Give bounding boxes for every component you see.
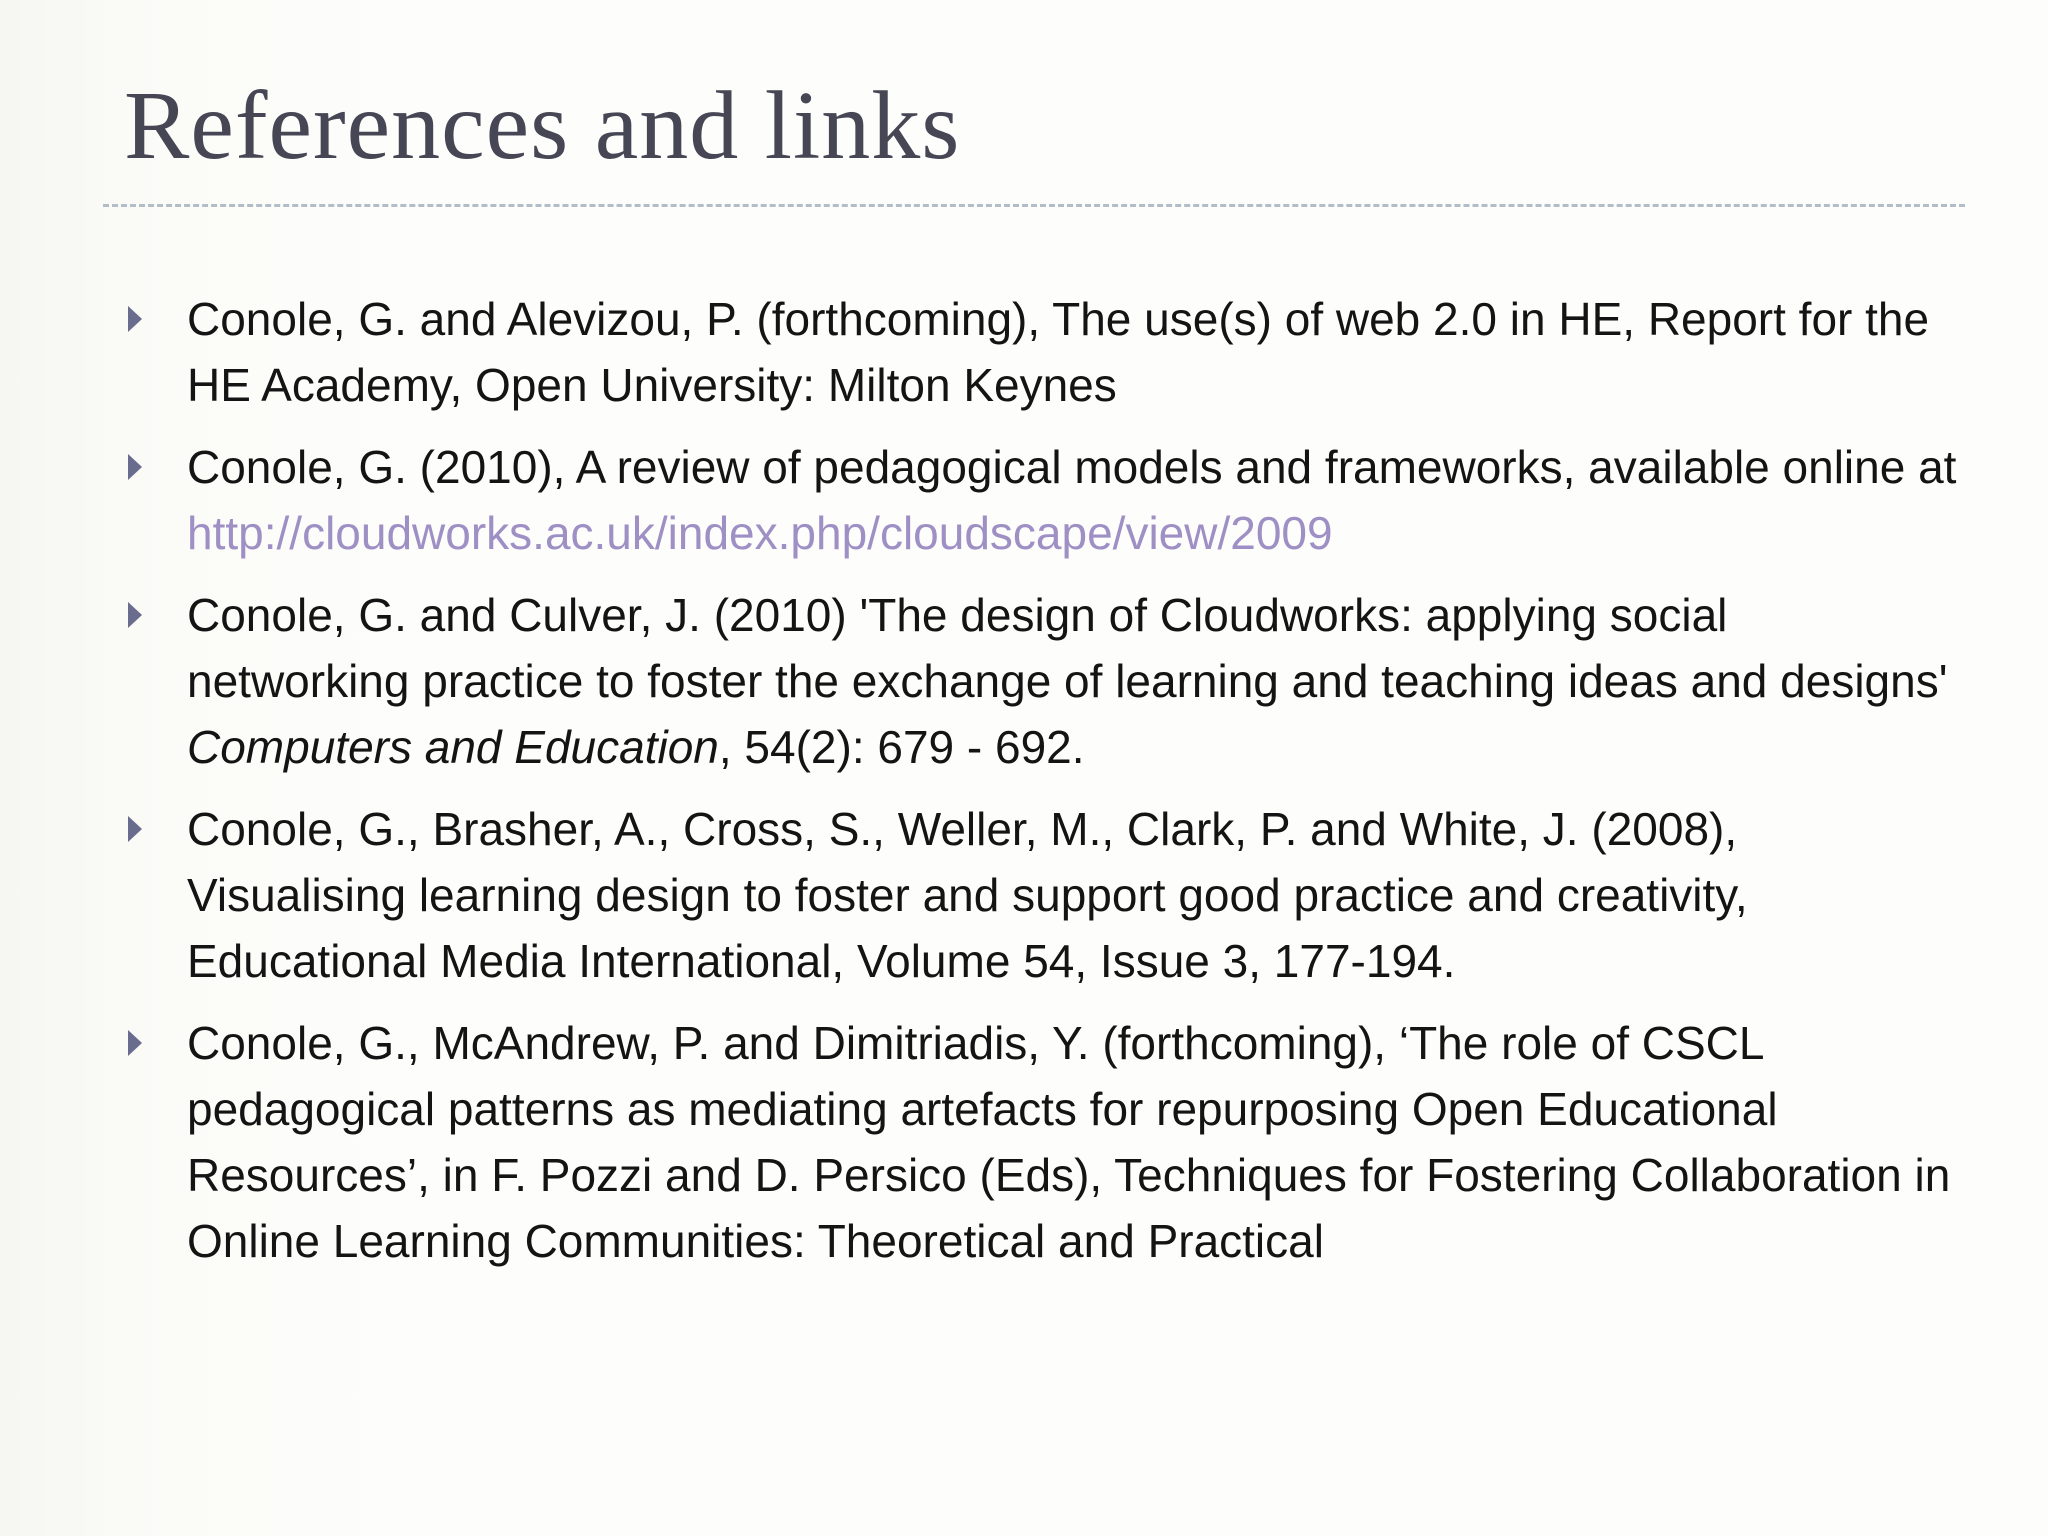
cloudworks-link[interactable]: http://cloudworks.ac.uk/index.php/cloudscape/view/2009: [187, 507, 1333, 559]
triangle-right-icon: [128, 816, 142, 842]
triangle-right-icon: [128, 1030, 142, 1056]
reference-text: Conole, G. and Culver, J. (2010) 'The design of Cloudworks: applying social networking practice to foster the exchange of learning and teaching ideas and designs': [187, 589, 1948, 707]
triangle-right-icon: [128, 602, 142, 628]
triangle-right-icon: [128, 306, 142, 332]
reference-item: [122, 286, 1962, 418]
reference-text: Conole, G., McAndrew, P. and Dimitriadis, Y. (forthcoming), ‘The role of CSCL pedagogical patterns as mediating artefacts for repurposing Open Educational Resources’, in F. Pozzi and D. Persico (Eds), Techniques for Fostering Collaboration in Online Learning Communities: Theoretical and Practical: [187, 1017, 1951, 1267]
reference-item: [122, 434, 1962, 566]
journal-title: Computers and Education: [187, 721, 719, 773]
reference-item: [122, 582, 1962, 780]
reference-text: Conole, G., Brasher, A., Cross, S., Weller, M., Clark, P. and White, J. (2008), Visualising learning design to foster and support good practice and creativity, Educational Media International, Volume 54, Issue 3, 177-194.: [187, 803, 1748, 987]
reference-text-end: , 54(2): 679 - 692.: [718, 721, 1085, 773]
reference-item: [122, 1010, 1962, 1274]
reference-text: Conole, G. and Alevizou, P. (forthcoming), The use(s) of web 2.0 in HE, Report for the HE Academy, Open University: Milton Keynes: [187, 293, 1930, 411]
title-divider: [103, 204, 1965, 207]
triangle-right-icon: [128, 454, 142, 480]
reference-item: [122, 796, 1962, 994]
slide-title: References and links: [124, 72, 961, 180]
reference-text: Conole, G. (2010), A review of pedagogical models and frameworks, available online at: [187, 441, 1957, 493]
references-list: [122, 286, 1962, 1290]
